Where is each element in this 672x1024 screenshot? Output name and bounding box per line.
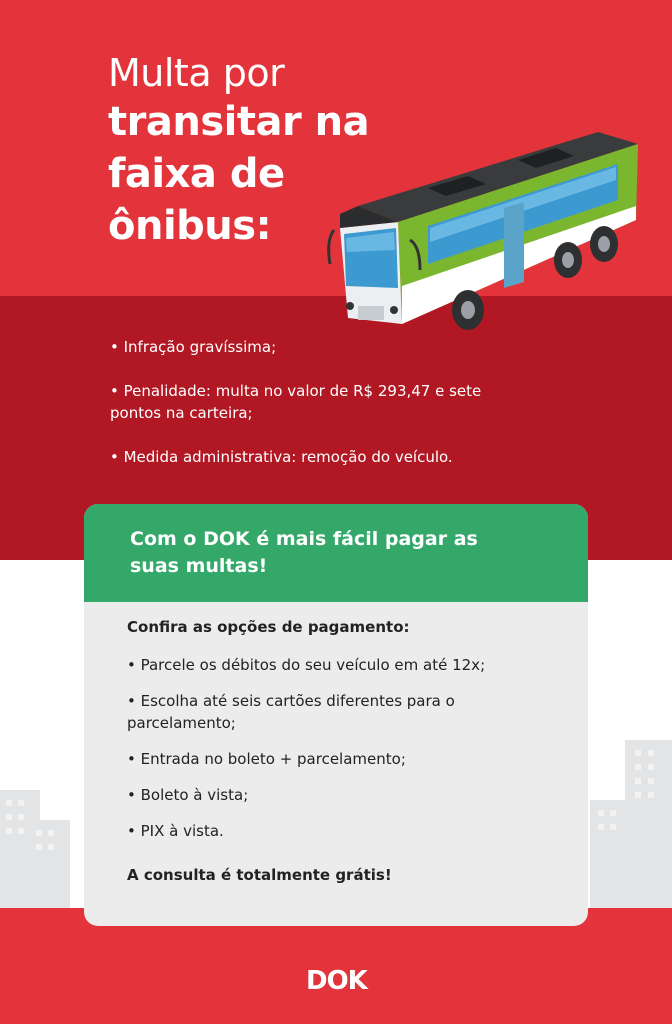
payment-options-heading: Confira as opções de pagamento:: [127, 618, 410, 636]
free-consultation-note: A consulta é totalmente grátis!: [127, 866, 392, 884]
infraction-details-list: [110, 336, 530, 490]
list-item: • Infração gravíssima;: [110, 338, 277, 356]
list-item: • Escolha até seis cartões diferentes para o parcelamento;: [127, 692, 455, 732]
title-line-3: faixa de: [108, 151, 285, 197]
list-item: • Parcele os débitos do seu veículo em até 12x;: [127, 656, 486, 674]
title-line-1: Multa por: [108, 51, 285, 95]
bus-illustration: [318, 110, 648, 360]
card-header-text: Com o DOK é mais fácil pagar as suas multas!: [130, 528, 478, 577]
list-item: • PIX à vista.: [127, 822, 224, 840]
list-item: • Boleto à vista;: [127, 786, 249, 804]
title-line-4: ônibus:: [108, 203, 272, 249]
title-line-2: transitar na: [108, 99, 370, 145]
payment-options-card: [84, 504, 588, 926]
list-item: • Penalidade: multa no valor de R$ 293,47 e sete pontos na carteira;: [110, 382, 482, 422]
list-item: • Entrada no boleto + parcelamento;: [127, 750, 406, 768]
list-item: • Medida administrativa: remoção do veículo.: [110, 448, 453, 466]
card-body: [127, 616, 567, 886]
dok-logo: DOK: [306, 966, 367, 996]
card-header: [84, 504, 588, 602]
